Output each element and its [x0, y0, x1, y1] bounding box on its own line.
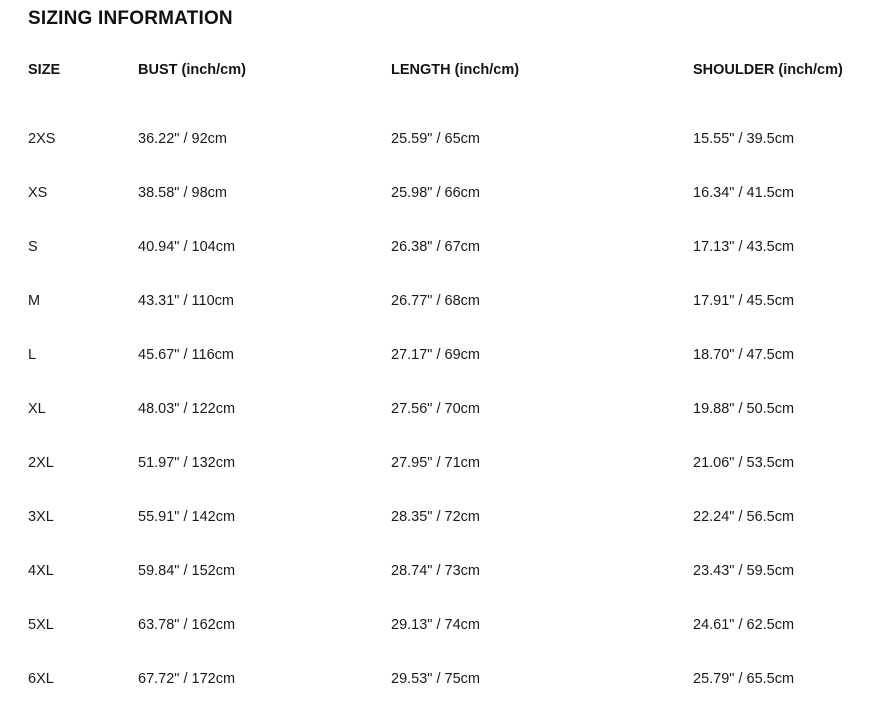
cell-length: 26.38" / 67cm: [391, 239, 480, 255]
table-row: [28, 166, 868, 220]
table-body: [28, 112, 868, 706]
page-title: SIZING INFORMATION: [28, 8, 233, 29]
table-header: [28, 62, 868, 112]
cell-length: 27.56" / 70cm: [391, 401, 480, 417]
cell-bust: 36.22" / 92cm: [138, 131, 227, 147]
column-header-size: SIZE: [28, 62, 61, 78]
cell-bust: 38.58" / 98cm: [138, 185, 227, 201]
cell-bust: 40.94" / 104cm: [138, 239, 236, 255]
cell-shoulder: 21.06" / 53.5cm: [693, 455, 795, 471]
table-row: [28, 328, 868, 382]
cell-length: 29.13" / 74cm: [391, 617, 480, 633]
cell-bust: 43.31" / 110cm: [138, 293, 234, 309]
table-row: [28, 220, 868, 274]
cell-length: 25.59" / 65cm: [391, 131, 480, 147]
column-header-length: LENGTH (inch/cm): [391, 62, 520, 78]
table-header-row: [28, 62, 868, 112]
table-row: [28, 382, 868, 436]
cell-shoulder: 16.34" / 41.5cm: [693, 185, 795, 201]
cell-size: 5XL: [28, 617, 54, 633]
cell-shoulder: 22.24" / 56.5cm: [693, 509, 795, 525]
cell-length: 25.98" / 66cm: [391, 185, 480, 201]
cell-size: 6XL: [28, 671, 54, 687]
cell-size: 3XL: [28, 509, 54, 525]
cell-bust: 67.72" / 172cm: [138, 671, 236, 687]
table-row: [28, 652, 868, 706]
cell-size: L: [28, 347, 37, 363]
cell-length: 28.35" / 72cm: [391, 509, 480, 525]
cell-length: 29.53" / 75cm: [391, 671, 480, 687]
table-row: [28, 598, 868, 652]
cell-bust: 55.91" / 142cm: [138, 509, 236, 525]
cell-shoulder: 19.88" / 50.5cm: [693, 401, 795, 417]
cell-bust: 51.97" / 132cm: [138, 455, 236, 471]
column-header-bust: BUST (inch/cm): [138, 62, 246, 78]
cell-size: 4XL: [28, 563, 54, 579]
cell-length: 27.17" / 69cm: [391, 347, 480, 363]
cell-bust: 45.67" / 116cm: [138, 347, 234, 363]
cell-bust: 63.78" / 162cm: [138, 617, 236, 633]
cell-shoulder: 18.70" / 47.5cm: [693, 347, 795, 363]
cell-length: 28.74" / 73cm: [391, 563, 480, 579]
table-row: [28, 274, 868, 328]
cell-size: S: [28, 239, 38, 255]
cell-length: 27.95" / 71cm: [391, 455, 480, 471]
cell-shoulder: 23.43" / 59.5cm: [693, 563, 795, 579]
cell-bust: 48.03" / 122cm: [138, 401, 236, 417]
cell-length: 26.77" / 68cm: [391, 293, 480, 309]
cell-size: XL: [28, 401, 46, 417]
table-row: [28, 490, 868, 544]
cell-shoulder: 24.61" / 62.5cm: [693, 617, 795, 633]
cell-shoulder: 17.91" / 45.5cm: [693, 293, 795, 309]
cell-size: 2XL: [28, 455, 54, 471]
cell-shoulder: 15.55" / 39.5cm: [693, 131, 795, 147]
cell-size: M: [28, 293, 41, 309]
sizing-table: [28, 62, 868, 706]
cell-shoulder: 17.13" / 43.5cm: [693, 239, 795, 255]
column-header-shoulder: SHOULDER (inch/cm): [693, 62, 843, 78]
cell-shoulder: 25.79" / 65.5cm: [693, 671, 795, 687]
table-row: [28, 436, 868, 490]
cell-bust: 59.84" / 152cm: [138, 563, 236, 579]
table-row: [28, 112, 868, 166]
cell-size: XS: [28, 185, 48, 201]
table-row: [28, 544, 868, 598]
cell-size: 2XS: [28, 131, 56, 147]
